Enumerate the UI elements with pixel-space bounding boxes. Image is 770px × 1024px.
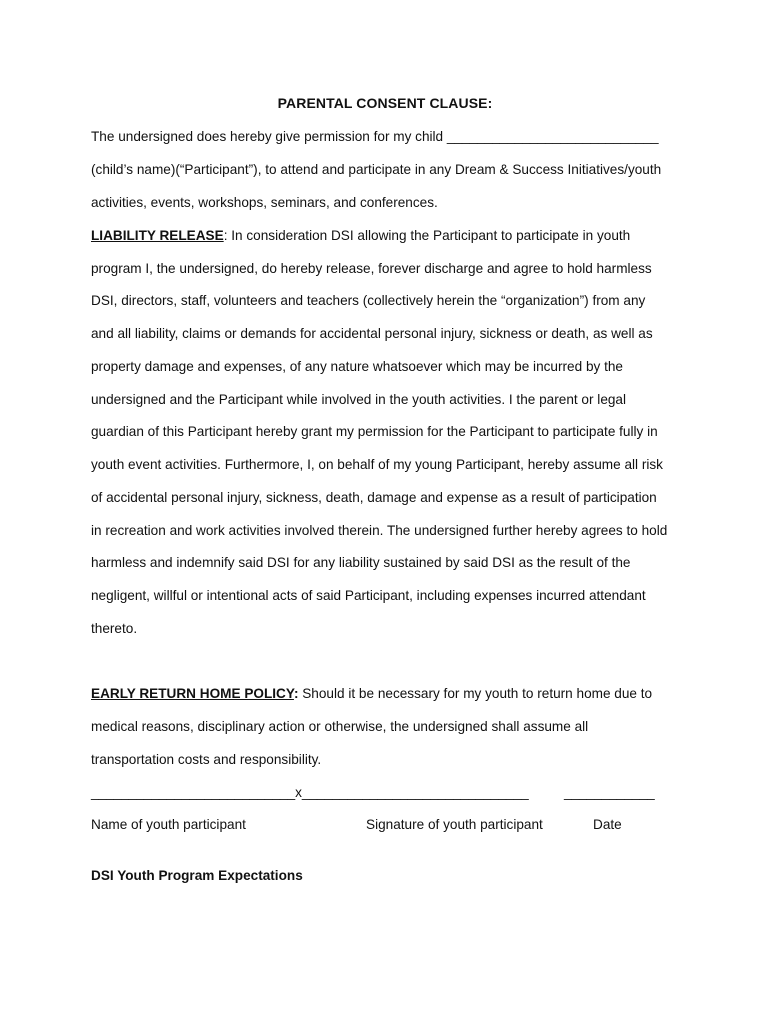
signature-blank-line: ___________________________x______________________________ <box>91 785 529 800</box>
liability-line-7: guardian of this Participant hereby grant my permission for the Participant to participate fully in <box>91 424 658 439</box>
liability-line-13: thereto. <box>91 621 138 636</box>
expectations-heading: DSI Youth Program Expectations <box>91 868 303 883</box>
liability-line-12: negligent, willful or intentional acts of said Participant, including expenses incurred attendant <box>91 588 646 603</box>
date-label: Date <box>593 817 622 832</box>
early-return-label: EARLY RETURN HOME POLICY <box>91 686 294 701</box>
liability-line-8: youth event activities. Furthermore, I, on behalf of my young Participant, hereby assume all risk <box>91 457 663 472</box>
liability-line-3: DSI, directors, staff, volunteers and teachers (collectively herein the “organization”) from any <box>91 293 646 308</box>
early-return-first-line-text: Should it be necessary for my youth to return home due to <box>298 686 653 701</box>
consent-title: PARENTAL CONSENT CLAUSE: <box>277 95 493 111</box>
name-of-youth-label: Name of youth participant <box>91 817 246 832</box>
liability-line-9: of accidental personal injury, sickness, death, damage and expense as a result of participation <box>91 490 657 505</box>
signature-of-youth-label: Signature of youth participant <box>366 817 543 832</box>
early-return-line-2: medical reasons, disciplinary action or otherwise, the undersigned shall assume all <box>91 719 589 734</box>
liability-line-5: property damage and expenses, of any nature whatsoever which may be incurred by the <box>91 359 623 374</box>
early-return-first-line <box>91 686 652 702</box>
date-blank-line: ____________ <box>564 785 655 800</box>
liability-line-4: and all liability, claims or demands for accidental personal injury, sickness or death, as well as <box>91 326 653 341</box>
liability-first-line-text: : In consideration DSI allowing the Participant to participate in youth <box>223 228 631 243</box>
liability-line-2: program I, the undersigned, do hereby release, forever discharge and agree to hold harmless <box>91 261 652 276</box>
liability-line-11: harmless and indemnify said DSI for any liability sustained by said DSI as the result of the <box>91 555 631 570</box>
liability-release-label: LIABILITY RELEASE <box>91 228 224 243</box>
consent-line-2: (child’s name)(“Participant”), to attend and participate in any Dream & Success Initiatives/youth <box>91 162 662 177</box>
liability-line-10: in recreation and work activities involved therein. The undersigned further hereby agrees to hold <box>91 523 668 538</box>
early-return-line-3: transportation costs and responsibility. <box>91 752 322 767</box>
early-return-colon: : <box>293 686 299 701</box>
liability-first-line <box>91 228 630 244</box>
consent-line-1: The undersigned does hereby give permission for my child ____________________________ <box>91 129 659 144</box>
liability-line-6: undersigned and the Participant while involved in the youth activities. I the parent or legal <box>91 392 627 407</box>
consent-line-3: activities, events, workshops, seminars, and conferences. <box>91 195 438 210</box>
